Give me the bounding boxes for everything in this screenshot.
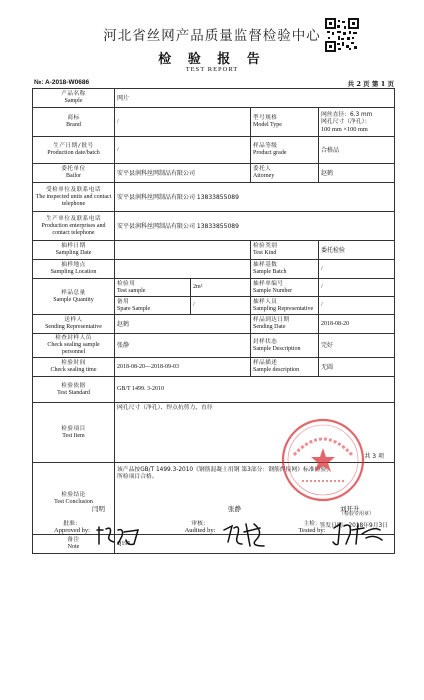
value-sample: 网片 [115,89,395,108]
label-test-standard: 检验依据 Test Standard [33,377,115,403]
row-production-date [33,137,395,164]
approved-label: 批准： Approved by: [54,521,90,534]
value-production-enterprises: 安平县润科丝网制品有限公司 13833855089 [115,212,395,241]
value-attorney: 赵鹤 [319,164,395,183]
audited-label: 审核： Audited by: [184,521,216,534]
label-inspected-units: 受检单位及联系电话 The inspected units and contact telephone [33,183,115,212]
row-check-sealing-time [33,358,395,377]
value-test-kind: 委托检验 [319,241,395,260]
value-check-sealing-time: 2018-08-20—2018-09-03 [115,358,251,377]
row-inspected-units [33,183,395,212]
label-brand: 商标 Brand [33,108,115,137]
value-sending-rep: 赵鹤 [115,315,251,334]
value-bailor: 安平县润科丝网制品有限公司 [115,164,251,183]
label-sample-batch: 抽样基数 Sample Batch [251,260,319,279]
value-inspected-units: 安平县润科丝网制品有限公司 13833855089 [115,183,395,212]
label-test-kind: 检验类别 Test Kind [251,241,319,260]
label-production-enterprises: 生产单位及联系电话 Production enterprises and contact telephone [33,212,115,241]
value-test-standard: GB/T 1499. 3-2010 [115,377,395,403]
row-sending [33,315,395,334]
label-test-sample: 检验用 Test sample [115,279,191,297]
page-info: 共 2 页 第 1 页 [347,80,394,88]
qr-code [325,18,359,52]
row-sampling-location [33,260,395,279]
label-sample-description2: 样品描述 Sample description [251,358,319,377]
label-production-date: 生产日期/批号 Production date/batch [33,137,115,164]
row-sample-quantity-1 [33,279,395,297]
label-sending-rep: 送样人 Sending Representative [33,315,115,334]
printed-name-approver: 闫明 [92,505,105,513]
report-subtitle: TEST REPORT [185,66,239,73]
label-sampling-date: 抽样日期 Sampling Date [33,241,115,260]
label-sample-number: 抽样单编号 Sample Number [251,279,319,297]
row-brand [33,108,395,137]
label-test-item: 检验项目 Test Item [33,403,115,463]
value-spare-sample: / [191,297,251,315]
test-item-count: 共 3 项 [364,453,385,460]
value-brand: / [115,108,251,137]
label-model: 型号规格 Model Type [251,108,319,137]
printed-name-tester: 刘开升 [340,505,360,513]
value-check-sealing-person: 张静 [115,334,251,358]
report-number: №: A-2018-W0686 [34,79,90,86]
tested-label: 主检： Tested by: [298,521,326,534]
issue-date: 签发日期：2018年9月3日 [319,523,389,529]
value-sampling-date [115,241,251,260]
tester-signature [330,520,384,548]
label-sample-quantity: 样品总量 Sample Quantity [33,279,115,315]
label-note: 备注 Note [33,535,115,554]
value-sampling-location [115,260,251,279]
value-test-item: 网孔尺寸（净孔）、焊点抗剪力、直径 共 3 项 [115,403,395,463]
value-sampling-rep: / [319,297,395,315]
value-production-date: / [115,137,251,164]
label-sampling-rep: 抽样人员 Sampling Representative [251,297,319,315]
label-bailor: 委托单位 Bailor [33,164,115,183]
label-sending-date: 样品到达日期 Sending Date [251,315,319,334]
value-sending-date: 2018-08-20 [319,315,395,334]
value-note: Q195 [115,535,395,554]
row-sample [33,89,395,108]
label-test-conclusion: 检验结论 Test Conclusion [33,463,115,535]
value-test-sample: 2m² [191,279,251,297]
value-model: 网丝直径：6.3 mm 网孔尺寸（净孔）： 100 mm ×100 mm [319,108,395,137]
label-sample-description: 封样状态 Sample Description [251,334,319,358]
org-name: 河北省丝网产品质量监督检验中心 [103,28,321,44]
row-bailor [33,164,395,183]
row-production-enterprises [33,212,395,241]
row-check-sealing-person [33,334,395,358]
value-sample-number: / [319,279,395,297]
auditor-signature [220,520,270,550]
value-sample-description: 完好 [319,334,395,358]
label-sample: 产品名称 Sample [33,89,115,108]
label-spare-sample: 备用 Spare Sample [115,297,191,315]
label-check-sealing-time: 检验时间 Check sealing time [33,358,115,377]
label-check-sealing-person: 检查封样人员 Check sealing sample personnel [33,334,115,358]
value-test-conclusion: 该产品按GB/T 1499.3-2010《钢筋混凝土用钢 第3部分：钢筋焊接网》标准检验， 所检项目合格。 （检验专用章） 签发日期：2018年9月3日 [115,463,395,535]
value-sample-description2: 无圆 [319,358,395,377]
report-title: 检 验 报 告 [158,52,266,67]
printed-name-auditor: 张静 [228,505,241,513]
value-product-grade: 合格品 [319,137,395,164]
inspection-stamp [278,415,368,505]
row-sampling-date [33,241,395,260]
value-sample-batch: / [319,260,395,279]
seal-note: （检验专用章） [339,511,375,517]
approver-signature [94,524,144,548]
label-sampling-location: 抽样地点 Sampling Location [33,260,115,279]
label-product-grade: 样品等级 Product grade [251,137,319,164]
label-attorney: 委托人 Attorney [251,164,319,183]
row-test-standard [33,377,395,403]
